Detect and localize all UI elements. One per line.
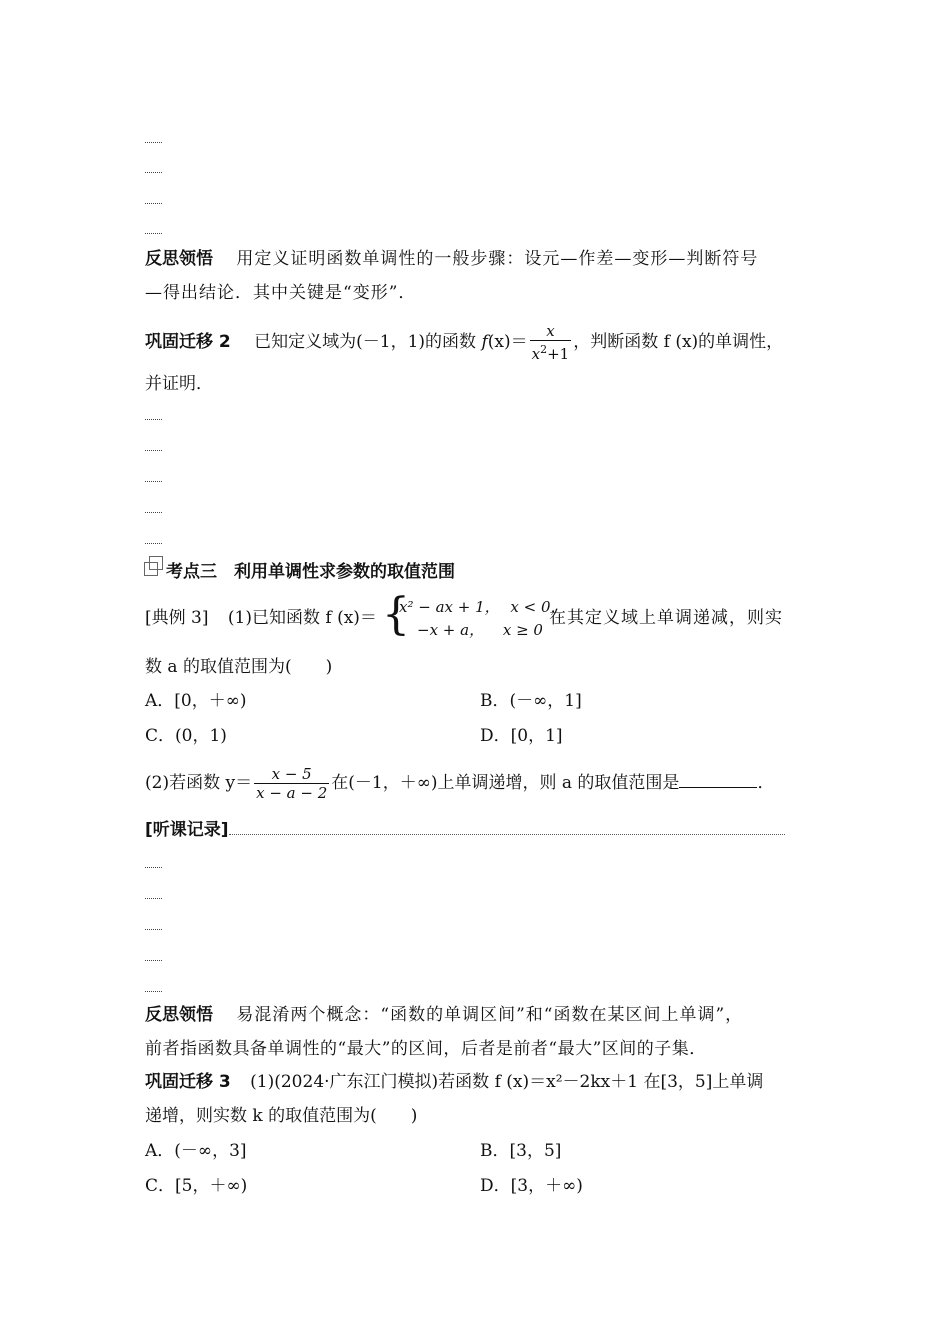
option-text: B．(－∞，1] xyxy=(480,691,582,711)
notes-dotted-line[interactable] xyxy=(229,834,785,835)
example-text: (1)已知函数 f (x)＝ xyxy=(227,608,377,628)
example-text: 数 a 的取值范围为( ) xyxy=(145,657,333,677)
fraction xyxy=(530,322,572,363)
option-b xyxy=(480,689,582,713)
answer-line xyxy=(145,991,162,992)
answer-line xyxy=(145,203,162,204)
fraction xyxy=(254,765,329,802)
example-3-part2 xyxy=(145,763,774,803)
fraction-numerator: x xyxy=(546,322,555,340)
option-text: D．[3，＋∞) xyxy=(480,1176,583,1196)
case-cond: x ≥ 0 xyxy=(502,621,543,639)
example-text: 在(－1，＋∞)上单调递增，则 a 的取值范围是 xyxy=(331,773,680,793)
option-text: B．[3，5] xyxy=(480,1141,562,1161)
answer-line xyxy=(145,142,162,143)
piecewise-case-1 xyxy=(399,596,566,617)
equals: ＝ xyxy=(510,332,528,352)
den-exp: 2 xyxy=(540,343,548,356)
den-rest: +1 xyxy=(547,345,570,363)
practice-2 xyxy=(145,322,783,363)
option-d xyxy=(480,1174,583,1198)
answer-line xyxy=(145,898,162,899)
reflection-2-line2 xyxy=(145,1037,707,1061)
example-text: 在其定义域上单调递减，则实 xyxy=(549,608,783,628)
answer-line xyxy=(145,543,162,544)
option-text: C．[5，＋∞) xyxy=(145,1176,248,1196)
reflection-label: 反思领悟 xyxy=(145,1005,213,1025)
practice-3 xyxy=(145,1070,763,1094)
fraction-numerator: x − 5 xyxy=(271,765,312,783)
reflection-text: —得出结论．其中关键是“变形”． xyxy=(145,283,417,303)
notes-label xyxy=(145,818,785,842)
answer-blank[interactable] xyxy=(679,771,757,788)
answer-line xyxy=(145,233,162,234)
reflection-1-line2 xyxy=(145,281,416,305)
reflection-2 xyxy=(145,1003,743,1027)
option-a xyxy=(145,689,247,713)
answer-line xyxy=(145,867,162,868)
reflection-text: 用定义证明函数单调性的一般步骤：设元—作差—变形—判断符号 xyxy=(236,249,759,269)
fraction-denominator xyxy=(530,340,572,363)
practice-text: ，判断函数 f (x)的单调性， xyxy=(573,332,784,352)
answer-line xyxy=(145,960,162,961)
option-text: C．(0，1) xyxy=(145,726,227,746)
section-title xyxy=(166,560,455,584)
example-text: (2)若函数 y＝ xyxy=(145,773,253,793)
practice-text: 并证明． xyxy=(145,374,213,394)
answer-line xyxy=(145,481,162,482)
answer-line xyxy=(145,450,162,451)
option-c xyxy=(145,724,227,748)
answer-line xyxy=(145,512,162,513)
option-text: A．[0，＋∞) xyxy=(145,691,247,711)
section-icon xyxy=(144,562,158,576)
example-3-line2 xyxy=(145,655,332,679)
practice-label: 巩固迁移 3 xyxy=(145,1072,231,1092)
example-label: [典例 3] xyxy=(145,608,209,628)
answer-line xyxy=(145,172,162,173)
reflection-label: 反思领悟 xyxy=(145,249,213,269)
reflection-1 xyxy=(145,247,758,271)
practice-3-line2 xyxy=(145,1104,417,1128)
case-expr: −x + a， xyxy=(417,621,485,639)
answer-line xyxy=(145,929,162,930)
practice-label: 巩固迁移 2 xyxy=(145,332,231,352)
practice-text: (1)(2024·广东江门模拟)若函数 f (x)＝x²－2kx＋1 在[3，5]上单调 xyxy=(250,1072,764,1092)
option-text: A．(－∞，3] xyxy=(145,1141,247,1161)
practice-2-line2 xyxy=(145,372,213,396)
case-expr: x² − ax + 1， xyxy=(399,598,500,616)
option-a xyxy=(145,1139,247,1163)
func-arg: (x) xyxy=(487,332,511,352)
example-3 xyxy=(145,606,377,630)
example-text: ． xyxy=(757,773,775,793)
section-title-text: 考点三 利用单调性求参数的取值范围 xyxy=(166,562,455,582)
piecewise-case-2 xyxy=(417,619,543,640)
reflection-text: 易混淆两个概念：“函数的单调区间”和“函数在某区间上单调”， xyxy=(236,1005,744,1025)
example-3-suffix xyxy=(549,606,783,630)
option-d xyxy=(480,724,563,748)
reflection-text: 前者指函数具备单调性的“最大”的区间，后者是前者“最大”区间的子集． xyxy=(145,1039,707,1059)
option-text: D．[0，1] xyxy=(480,726,563,746)
option-b xyxy=(480,1139,561,1163)
practice-text: 已知定义域为(－1，1)的函数 xyxy=(254,332,482,352)
option-c xyxy=(145,1174,247,1198)
func-name: f xyxy=(481,332,488,352)
practice-text: 递增，则实数 k 的取值范围为( ) xyxy=(145,1106,418,1126)
answer-line xyxy=(145,419,162,420)
fraction-denominator: x − a − 2 xyxy=(256,784,328,802)
den-base: x xyxy=(531,345,541,363)
notes-label-text: [听课记录] xyxy=(145,820,229,840)
piecewise-brace: { xyxy=(382,589,410,640)
case-cond: x < 0， xyxy=(510,598,566,616)
